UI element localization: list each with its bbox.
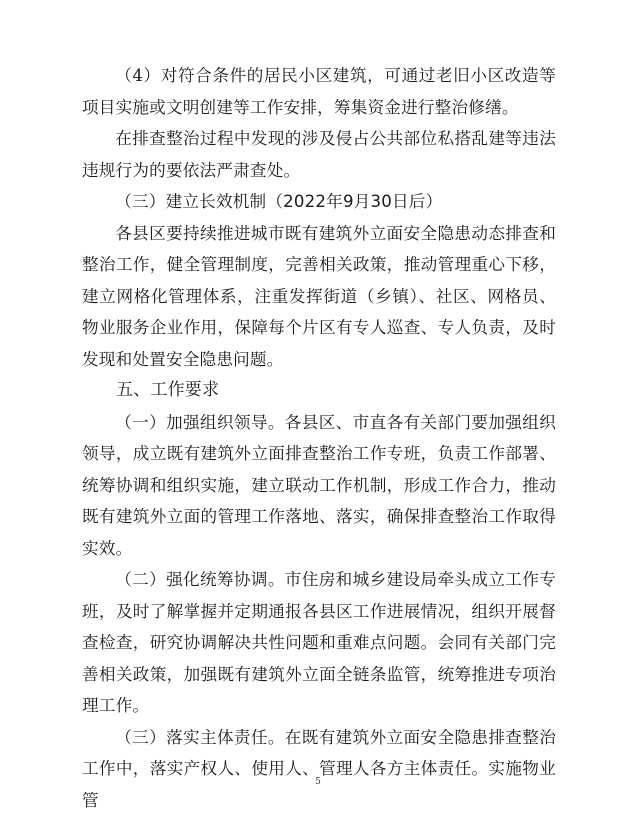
paragraph-illegal-construction: 在排查整治过程中发现的涉及侵占公共部位私搭乱建等违法违规行为的要依法严肃查处。 xyxy=(82,129,556,180)
page-number: 5 xyxy=(315,777,321,787)
paragraph-organization-leadership: （一）加强组织领导。各县区、市直各有关部门要加强组织领导，成立既有建筑外立面排查整治工作专班，负责工作部署、统筹协调和组织实施，建立联动工作机制，形成工作合力，推动既有建筑外立面的管理工作落地、落实，确保排查整治工作取得实效。 xyxy=(82,412,556,558)
section-heading-long-term-mechanism: （三）建立长效机制（2022年9月30日后） xyxy=(115,192,443,211)
paragraph-coordination: （二）强化统筹协调。市住房和城乡建设局牵头成立工作专班，及时了解掌握并定期通报各县区工作进展情况，组织开展督查检查，研究协调解决共性问题和重难点问题。会同有关部门完善相关政策，加强既有建筑外立面全链条监管，统筹推进专项治理工作。 xyxy=(82,570,556,715)
paragraph-item-4: （4）对符合条件的居民小区建筑，可通过老旧小区改造等项目实施或文明创建等工作安排，筹集资金进行整治修缮。 xyxy=(82,66,556,117)
paragraph-main-responsibility: （三）落实主体责任。在既有建筑外立面安全隐患排查整治工作中，落实产权人、使用人、管理人各方主体责任。实施物业管 xyxy=(82,727,556,810)
paragraph-long-term-mechanism: 各县区要持续推进城市既有建筑外立面安全隐患动态排查和整治工作，健全管理制度，完善相关政策，推动管理重心下移，建立网格化管理体系，注重发挥街道（乡镇）、社区、网格员、物业服务企业作用，保障每个片区有专人巡查、专人负责，及时发现和处置安全隐患问题。 xyxy=(82,223,556,369)
chapter-heading-work-requirements: 五、工作要求 xyxy=(116,380,220,400)
document-body xyxy=(82,60,556,816)
